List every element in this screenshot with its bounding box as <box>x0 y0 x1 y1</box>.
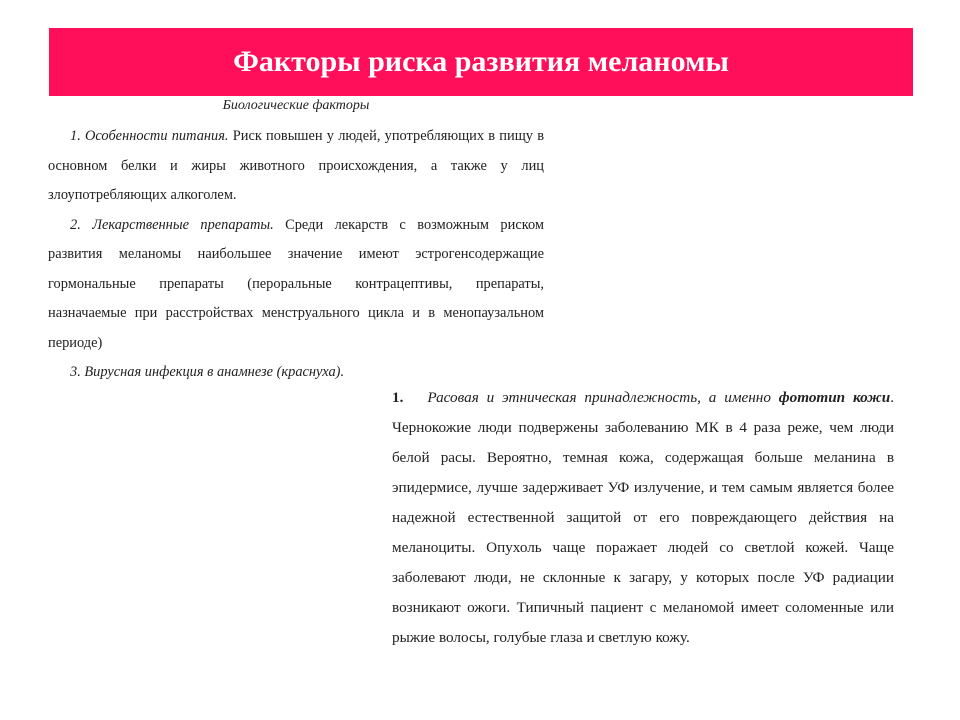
emphasis-phototype: фототип кожи <box>778 389 891 406</box>
factor-text: . Чернокожие люди подвержены заболеванию МК в 4 раза реже, чем люди белой расы. Вероятно, темная кожа, содержащая больше меланина в эпидермисе, лучше задерживает УФ излучение, и тем самым является более надежной естественной защитой от его повреждающего действия на меланоциты. Опухоль чаще поражает людей со светлой кожей. Чаще заболевают люди, не склонные к загару, у которых после УФ радиации возникают ожоги. Типичный пациент с меланомой имеет соломенные или рыжие волосы, голубые глаза и светлую кожу. <box>392 389 894 646</box>
race-factor-paragraph <box>392 383 894 653</box>
factor-lead: 2. Лекарственные препараты. <box>70 216 274 233</box>
factor-lead: Расовая и этническая принадлежность, а именно <box>427 389 779 406</box>
factor-lead: 1. Особенности питания. <box>70 128 229 144</box>
biological-factors-column <box>48 96 544 388</box>
slide-title: Факторы риска развития меланомы <box>233 45 729 78</box>
factor-lead: 3. Вирусная инфекция в анамнезе (краснуха). <box>70 364 345 380</box>
section-subtitle: Биологические факторы <box>222 98 370 113</box>
factor-item-drugs <box>48 211 544 359</box>
item-number: 1. <box>392 389 404 406</box>
factor-text: Среди лекарств с возможным риском развития меланомы наибольшее значение имеют эстрогенсодержащие гормональные препараты (пероральные контрацептивы, препараты, назначаемые при расстройствах менструального цикла и в менопаузальном периоде) <box>48 216 545 351</box>
factor-item-nutrition <box>48 122 544 211</box>
factor-text: Риск повышен у людей, употребляющих в пищу в основном белки и жиры животного происхождения, а также у лиц злоупотребляющих алкоголем. <box>48 128 544 203</box>
race-factor-column <box>392 383 894 653</box>
title-bar <box>49 28 913 96</box>
